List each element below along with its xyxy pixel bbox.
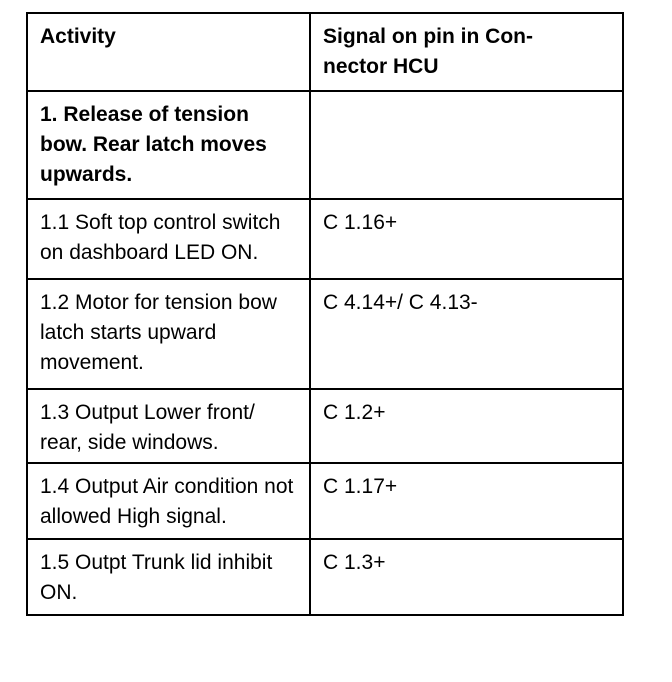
header-signal-text: Signal on pin in Con- nector HCU	[323, 25, 533, 78]
table-row	[27, 539, 623, 615]
signal-cell	[310, 91, 623, 199]
table-header-row	[27, 13, 623, 91]
signal-cell: C 4.14+/ C 4.13-	[310, 279, 623, 389]
signal-cell: C 1.17+	[310, 463, 623, 539]
header-activity: Activity	[27, 13, 310, 91]
table-row	[27, 463, 623, 539]
activity-cell: 1.4 Output Air condition not allowed High signal.	[27, 463, 310, 539]
table-row	[27, 199, 623, 279]
activity-cell: 1.1 Soft top control switch on dashboard LED ON.	[27, 199, 310, 279]
activity-cell: 1.2 Motor for tension bow latch starts upward movement.	[27, 279, 310, 389]
signal-table	[26, 12, 624, 616]
table-row	[27, 389, 623, 463]
signal-cell: C 1.2+	[310, 389, 623, 463]
activity-cell: 1.3 Output Lower front/ rear, side windows.	[27, 389, 310, 463]
signal-cell: C 1.16+	[310, 199, 623, 279]
table-row	[27, 279, 623, 389]
activity-cell: 1. Release of tension bow. Rear latch moves upwards.	[27, 91, 310, 199]
activity-cell: 1.5 Outpt Trunk lid inhibit ON.	[27, 539, 310, 615]
table-row	[27, 91, 623, 199]
signal-cell: C 1.3+	[310, 539, 623, 615]
header-signal	[310, 13, 623, 91]
